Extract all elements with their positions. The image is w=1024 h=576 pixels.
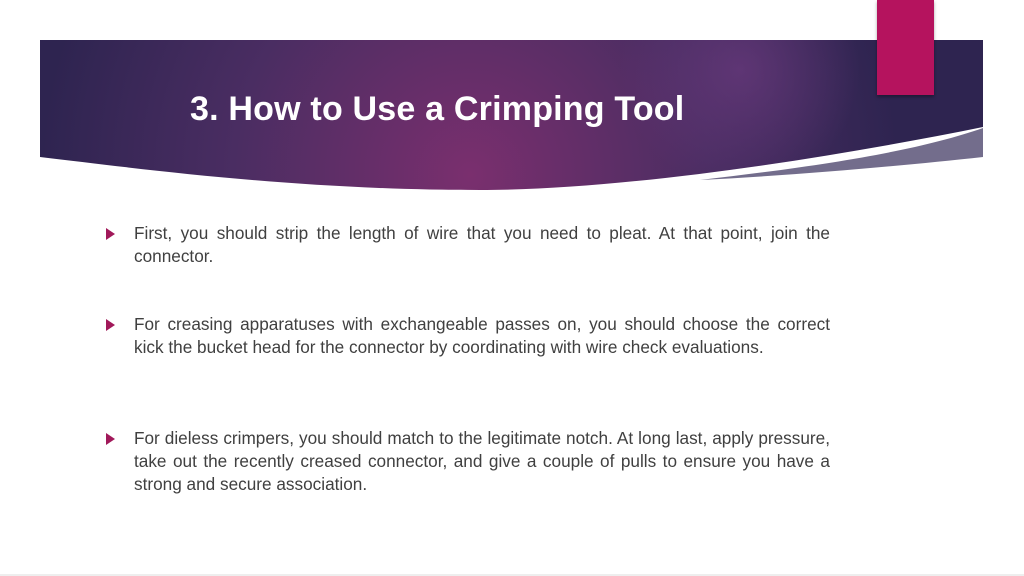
bullet-arrow-icon bbox=[106, 228, 115, 240]
bullet-list bbox=[106, 222, 830, 496]
bullet-item bbox=[106, 222, 830, 313]
bullet-arrow-icon bbox=[106, 433, 115, 445]
bullet-arrow-icon bbox=[106, 319, 115, 331]
bullet-item bbox=[106, 313, 830, 427]
accent-tab bbox=[877, 0, 934, 95]
bullet-text: First, you should strip the length of wire that you need to pleat. At that point, join the connector. bbox=[134, 223, 830, 266]
bullet-item bbox=[106, 427, 830, 496]
bullet-text: For creasing apparatuses with exchangeable passes on, you should choose the correct kick the bucket head for the connector by coordinating with wire check evaluations. bbox=[134, 314, 830, 357]
bullet-text: For dieless crimpers, you should match to the legitimate notch. At long last, apply pressure, take out the recently creased connector, and give a couple of pulls to ensure you have a strong and secure association. bbox=[134, 428, 830, 494]
slide-title: 3. How to Use a Crimping Tool bbox=[190, 90, 685, 128]
